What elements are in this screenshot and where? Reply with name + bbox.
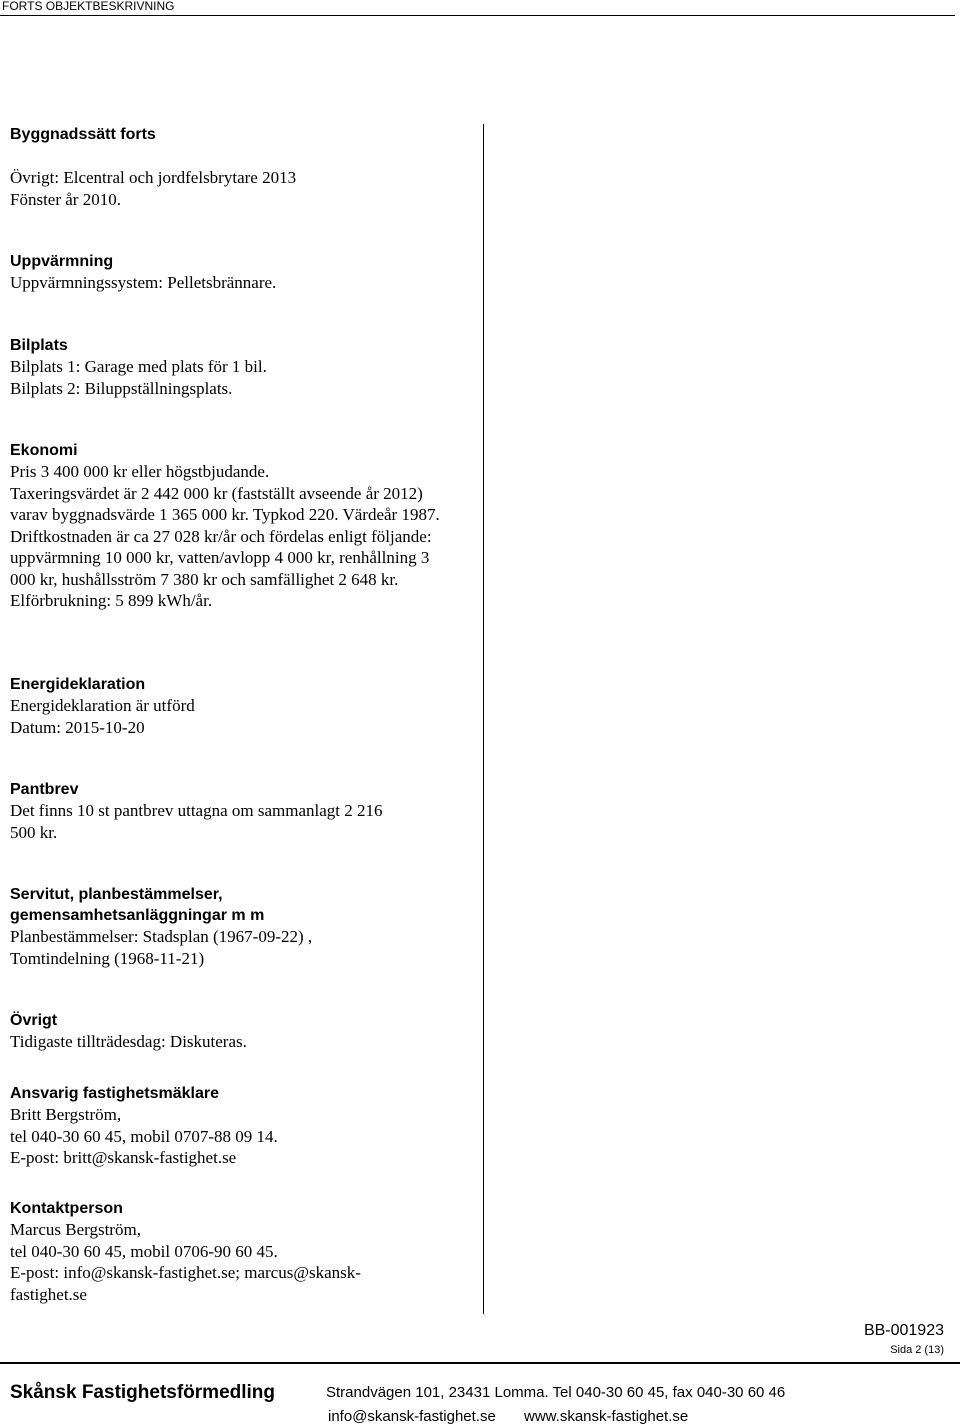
- company-name: Skånsk Fastighetsförmedling: [10, 1382, 276, 1403]
- section-text: Energideklaration är utförd Datum: 2015-10-20: [10, 696, 195, 737]
- section-heading: Kontaktperson: [10, 1200, 123, 1217]
- section-kontaktperson: [10, 1198, 430, 1305]
- section-text: Planbestämmelser: Stadsplan (1967-09-22) , Tomtindelning (1968-11-21): [10, 927, 313, 968]
- section-heading: Energideklaration: [10, 676, 146, 693]
- header-label: FORTS OBJEKTBESKRIVNING: [2, 0, 175, 13]
- section-heading: Ekonomi: [10, 442, 78, 459]
- section-ekonomi: [10, 440, 440, 612]
- company-address: Strandvägen 101, 23431 Lomma. Tel 040-30 60 45, fax 040-30 60 46: [326, 1384, 786, 1401]
- column-divider: [483, 124, 484, 1314]
- section-text: Marcus Bergström, tel 040-30 60 45, mobil 0706-90 60 45. E-post: info@skansk-fastighet.se; marcus@skansk-fastighet.se: [10, 1220, 361, 1304]
- section-heading: Pantbrev: [10, 781, 79, 798]
- section-heading: Byggnadssätt forts: [10, 126, 156, 143]
- section-ansvarig-maklare: [10, 1083, 278, 1169]
- section-text: Övrigt: Elcentral och jordfelsbrytare 2013 Fönster år 2010.: [10, 168, 297, 209]
- section-ovrigt: [10, 1010, 247, 1053]
- company-website[interactable]: www.skansk-fastighet.se: [524, 1408, 689, 1425]
- section-text: Pris 3 400 000 kr eller högstbjudande. Taxeringsvärdet är 2 442 000 kr (fastställt avseende år 2012) varav byggnadsvärde 1 365 000 kr. Typkod 220. Värdeår 1987. Driftkostnaden är ca 27 028 kr/år och fördelas enligt följande: uppvärmning 10 000 kr, vatten/avlopp 4 000 kr, renhållning 3 000 kr, hushållsström 7 380 kr och samfällighet 2 648 kr. Elförbrukning: 5 899 kWh/år.: [10, 462, 440, 610]
- section-text: Tidigaste tillträdesdag: Diskuteras.: [10, 1032, 247, 1051]
- section-heading: Uppvärmning: [10, 253, 114, 270]
- section-energideklaration: [10, 674, 195, 738]
- section-servitut: [10, 884, 410, 969]
- page-number: Sida 2 (13): [890, 1344, 944, 1356]
- section-text: Uppvärmningssystem: Pelletsbrännare.: [10, 273, 277, 292]
- section-heading: Servitut, planbestämmelser, gemensamhetsanläggningar m m: [10, 886, 265, 924]
- section-text: Britt Bergström, tel 040-30 60 45, mobil 0707-88 09 14. E-post: britt@skansk-fastighet.se: [10, 1105, 278, 1167]
- section-text: Det finns 10 st pantbrev uttagna om sammanlagt 2 216 500 kr.: [10, 801, 383, 842]
- section-byggnadssatt: [10, 124, 296, 210]
- footer-divider: [0, 1362, 960, 1364]
- section-heading: Bilplats: [10, 337, 68, 354]
- header-divider: [0, 15, 955, 16]
- section-heading: Övrigt: [10, 1012, 58, 1029]
- section-text: Bilplats 1: Garage med plats för 1 bil. Bilplats 2: Biluppställningsplats.: [10, 357, 267, 398]
- section-heading: Ansvarig fastighetsmäklare: [10, 1085, 219, 1102]
- section-pantbrev: [10, 779, 410, 843]
- section-uppvarmning: [10, 251, 276, 294]
- section-bilplats: [10, 335, 267, 399]
- company-email[interactable]: info@skansk-fastighet.se: [328, 1408, 496, 1425]
- reference-number: BB-001923: [863, 1322, 944, 1339]
